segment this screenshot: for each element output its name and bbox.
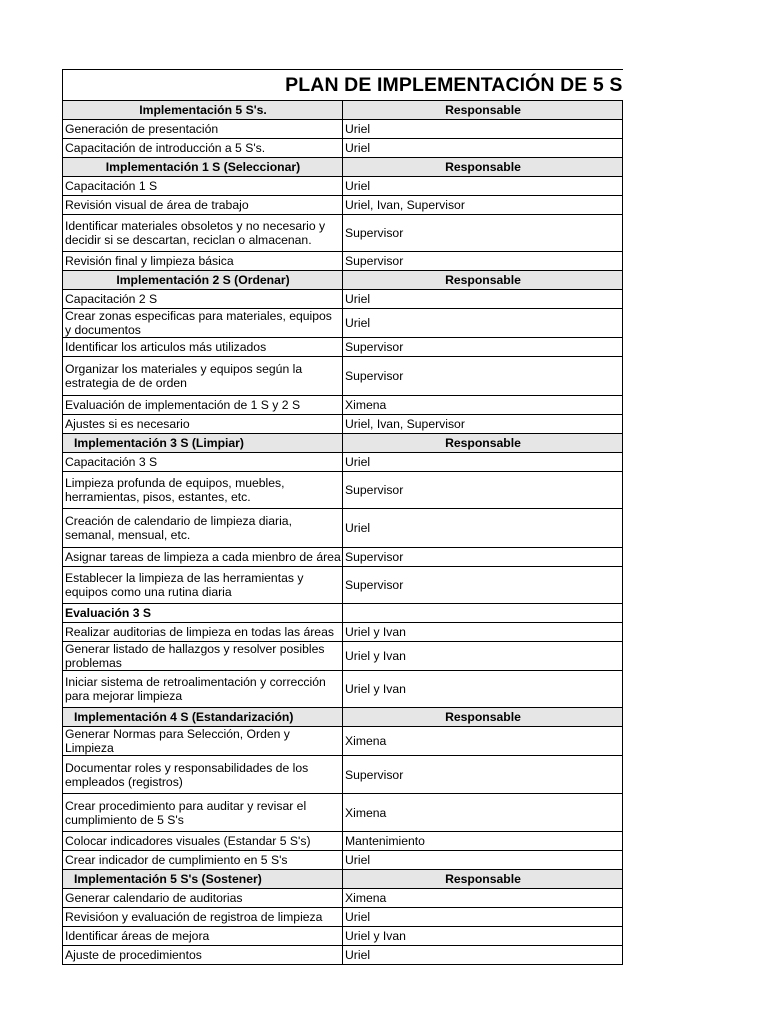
page-title: PLAN DE IMPLEMENTACIÓN DE 5 S bbox=[63, 70, 623, 101]
table-row bbox=[63, 215, 623, 252]
table-row bbox=[63, 472, 623, 509]
task-cell: Limpieza profunda de equipos, muebles, herramientas, pisos, estantes, etc. bbox=[63, 472, 343, 509]
task-cell: Ajuste de procedimientos bbox=[63, 946, 343, 965]
task-cell: Establecer la limpieza de las herramientas y equipos como una rutina diaria bbox=[63, 567, 343, 604]
responsible-cell: Uriel bbox=[343, 120, 623, 139]
table-row bbox=[63, 623, 623, 642]
responsible-cell: Uriel y Ivan bbox=[343, 927, 623, 946]
table-row bbox=[63, 567, 623, 604]
responsible-cell-empty bbox=[343, 604, 623, 623]
responsible-cell: Uriel y Ivan bbox=[343, 671, 623, 708]
responsible-cell: Supervisor bbox=[343, 567, 623, 604]
responsible-cell: Supervisor bbox=[343, 338, 623, 357]
responsible-cell: Uriel bbox=[343, 509, 623, 548]
responsible-cell: Supervisor bbox=[343, 472, 623, 509]
responsible-cell: Uriel bbox=[343, 453, 623, 472]
responsible-cell: Supervisor bbox=[343, 548, 623, 567]
table-row bbox=[63, 851, 623, 870]
task-cell: Asignar tareas de limpieza a cada mienbro de área bbox=[63, 548, 343, 567]
task-cell: Identificar áreas de mejora bbox=[63, 927, 343, 946]
table-row bbox=[63, 396, 623, 415]
table-row bbox=[63, 120, 623, 139]
task-cell: Evaluación de implementación de 1 S y 2 S bbox=[63, 396, 343, 415]
responsible-header: Responsable bbox=[343, 101, 623, 120]
responsible-cell: Uriel, Ivan, Supervisor bbox=[343, 196, 623, 215]
table-row bbox=[63, 642, 623, 671]
section-header: Implementación 3 S (Limpiar) bbox=[63, 434, 343, 453]
task-cell: Generar Normas para Selección, Orden y Limpieza bbox=[63, 727, 343, 756]
task-cell: Revisióon y evaluación de registroa de limpieza bbox=[63, 908, 343, 927]
responsible-cell: Ximena bbox=[343, 396, 623, 415]
responsible-cell: Supervisor bbox=[343, 357, 623, 396]
table-row bbox=[63, 290, 623, 309]
responsible-header: Responsable bbox=[343, 708, 623, 727]
responsible-cell: Mantenimiento bbox=[343, 832, 623, 851]
section-header-row bbox=[63, 158, 623, 177]
task-cell: Revisión final y limpieza básica bbox=[63, 252, 343, 271]
table-row bbox=[63, 509, 623, 548]
table-row bbox=[63, 453, 623, 472]
responsible-cell: Uriel bbox=[343, 851, 623, 870]
responsible-cell: Supervisor bbox=[343, 215, 623, 252]
responsible-cell: Ximena bbox=[343, 889, 623, 908]
task-cell: Documentar roles y responsabilidades de los empleados (registros) bbox=[63, 756, 343, 794]
section-header: Implementación 5 S's. bbox=[63, 101, 343, 120]
table-row bbox=[63, 946, 623, 965]
table-row bbox=[63, 415, 623, 434]
responsible-cell: Ximena bbox=[343, 794, 623, 832]
task-cell: Crear procedimiento para auditar y revisar el cumplimiento de 5 S's bbox=[63, 794, 343, 832]
task-cell: Generar listado de hallazgos y resolver posibles problemas bbox=[63, 642, 343, 671]
responsible-cell: Uriel bbox=[343, 908, 623, 927]
section-header-row bbox=[63, 434, 623, 453]
task-cell: Capacitación de introducción a 5 S's. bbox=[63, 139, 343, 158]
task-cell: Capacitación 1 S bbox=[63, 177, 343, 196]
section-header: Implementación 1 S (Seleccionar) bbox=[63, 158, 343, 177]
task-cell: Ajustes si es necesario bbox=[63, 415, 343, 434]
table-row bbox=[63, 908, 623, 927]
responsible-header: Responsable bbox=[343, 870, 623, 889]
table-row bbox=[63, 794, 623, 832]
responsible-cell: Uriel bbox=[343, 290, 623, 309]
table-row bbox=[63, 727, 623, 756]
task-cell: Organizar los materiales y equipos según la estrategia de de orden bbox=[63, 357, 343, 396]
responsible-cell: Uriel, Ivan, Supervisor bbox=[343, 415, 623, 434]
subsection-header: Evaluación 3 S bbox=[63, 604, 343, 623]
task-cell: Generar calendario de auditorias bbox=[63, 889, 343, 908]
task-cell: Identificar los articulos más utilizados bbox=[63, 338, 343, 357]
implementation-plan-table bbox=[62, 69, 623, 965]
section-header: Implementación 2 S (Ordenar) bbox=[63, 271, 343, 290]
table-row bbox=[63, 338, 623, 357]
section-header-row bbox=[63, 870, 623, 889]
table-row bbox=[63, 196, 623, 215]
responsible-cell: Uriel bbox=[343, 139, 623, 158]
task-cell: Identificar materiales obsoletos y no necesario y decidir si se descartan, reciclan o almacenan. bbox=[63, 215, 343, 252]
table-row bbox=[63, 756, 623, 794]
subsection-header-row bbox=[63, 604, 623, 623]
table-row bbox=[63, 927, 623, 946]
responsible-cell: Ximena bbox=[343, 727, 623, 756]
section-header: Implementación 5 S's (Sostener) bbox=[63, 870, 343, 889]
table-row bbox=[63, 832, 623, 851]
title-row bbox=[63, 70, 623, 101]
task-cell: Generación de presentación bbox=[63, 120, 343, 139]
responsible-cell: Supervisor bbox=[343, 756, 623, 794]
table-row bbox=[63, 357, 623, 396]
section-header-row bbox=[63, 708, 623, 727]
task-cell: Capacitación 2 S bbox=[63, 290, 343, 309]
section-header-row bbox=[63, 271, 623, 290]
responsible-header: Responsable bbox=[343, 271, 623, 290]
task-cell: Iniciar sistema de retroalimentación y corrección para mejorar limpieza bbox=[63, 671, 343, 708]
table-row bbox=[63, 671, 623, 708]
responsible-cell: Uriel bbox=[343, 946, 623, 965]
task-cell: Revisión visual de área de trabajo bbox=[63, 196, 343, 215]
responsible-cell: Uriel bbox=[343, 309, 623, 338]
responsible-cell: Uriel y Ivan bbox=[343, 623, 623, 642]
table-row bbox=[63, 252, 623, 271]
responsible-cell: Uriel y Ivan bbox=[343, 642, 623, 671]
responsible-header: Responsable bbox=[343, 434, 623, 453]
task-cell: Capacitación 3 S bbox=[63, 453, 343, 472]
responsible-header: Responsable bbox=[343, 158, 623, 177]
table-row bbox=[63, 309, 623, 338]
task-cell: Crear indicador de cumplimiento en 5 S's bbox=[63, 851, 343, 870]
section-header: Implementación 4 S (Estandarización) bbox=[63, 708, 343, 727]
table-body bbox=[63, 70, 623, 965]
table-row bbox=[63, 889, 623, 908]
task-cell: Realizar auditorias de limpieza en todas las áreas bbox=[63, 623, 343, 642]
task-cell: Colocar indicadores visuales (Estandar 5 S's) bbox=[63, 832, 343, 851]
section-header-row bbox=[63, 101, 623, 120]
table-row bbox=[63, 139, 623, 158]
responsible-cell: Uriel bbox=[343, 177, 623, 196]
table-row bbox=[63, 548, 623, 567]
table-row bbox=[63, 177, 623, 196]
responsible-cell: Supervisor bbox=[343, 252, 623, 271]
task-cell: Crear zonas especificas para materiales, equipos y documentos bbox=[63, 309, 343, 338]
task-cell: Creación de calendario de limpieza diaria, semanal, mensual, etc. bbox=[63, 509, 343, 548]
